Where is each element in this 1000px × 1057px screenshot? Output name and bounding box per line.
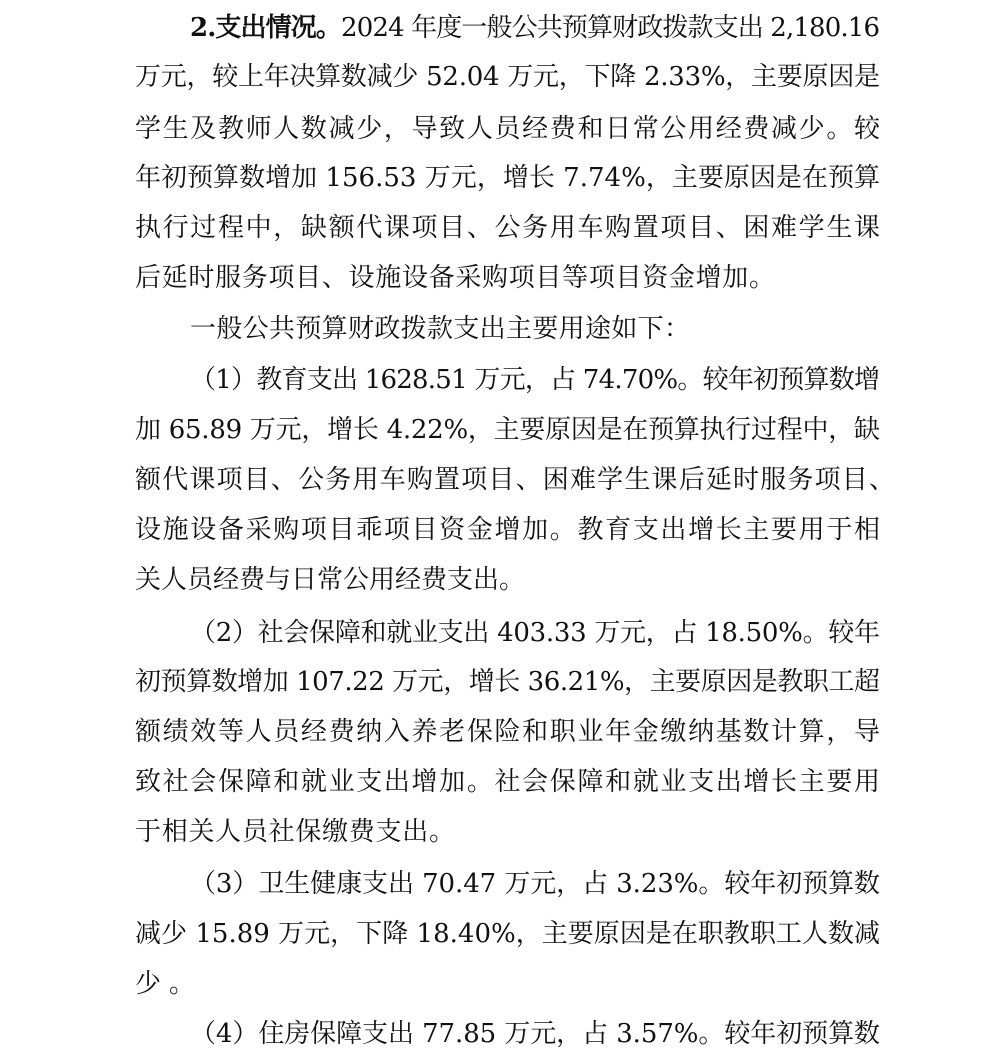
line-20: 少。	[135, 969, 203, 999]
line-15: 额绩效等人员经费纳入养老保险和职业年金缴纳基数计算，导	[135, 717, 882, 747]
line-text: 2024 年度一般公共预算财政拨款支出 2,180.16	[341, 13, 880, 43]
line-6: 后延时服务项目、设施设备采购项目等项目资金增加。	[135, 263, 776, 293]
line-5: 执行过程中，缺额代课项目、公务用车购置项目、困难学生课	[135, 213, 882, 243]
line-11: 设施设备采购项目乖项目资金增加。教育支出增长主要用于相	[135, 515, 882, 545]
line-10: 额代课项目、公务用车购置项目、困难学生课后延时服务项目、	[135, 465, 897, 495]
line-19: 减少 15.89 万元，下降 18.40%，主要原因是在职教职工人数减	[135, 919, 881, 949]
line-9: 加 65.89 万元，增长 4.22%，主要原因是在预算执行过程中，缺	[135, 415, 880, 445]
line-4: 年初预算数增加 156.53 万元，增长 7.74%，主要原因是在预算	[135, 163, 881, 193]
section-heading: 2.支出情况。	[190, 13, 342, 43]
line-2: 万元，较上年决算数减少 52.04 万元，下降 2.33%，主要原因是	[135, 62, 880, 92]
line-12: 关人员经费与日常公用经费支出。	[135, 565, 525, 595]
line-17: 于相关人员社保缴费支出。	[135, 817, 456, 847]
line-21: （4）住房保障支出 77.85 万元，占 3.57%。较年初预算数	[190, 1019, 880, 1049]
line-3: 学生及教师人数减少，导致人员经费和日常公用经费减少。较	[135, 114, 882, 144]
line-1	[190, 8, 880, 48]
line-14: 初预算数增加 107.22 万元，增长 36.21%，主要原因是教职工超	[135, 667, 880, 697]
line-16: 致社会保障和就业支出增加。社会保障和就业支出增长主要用	[135, 767, 882, 797]
line-13: （2）社会保障和就业支出 403.33 万元，占 18.50%。较年	[190, 618, 880, 648]
line-8: （1）教育支出 1628.51 万元，占 74.70%。较年初预算数增	[190, 365, 880, 395]
line-7: 一般公共预算财政拨款支出主要用途如下：	[190, 314, 691, 344]
line-18: （3）卫生健康支出 70.47 万元，占 3.23%。较年初预算数	[190, 869, 880, 899]
